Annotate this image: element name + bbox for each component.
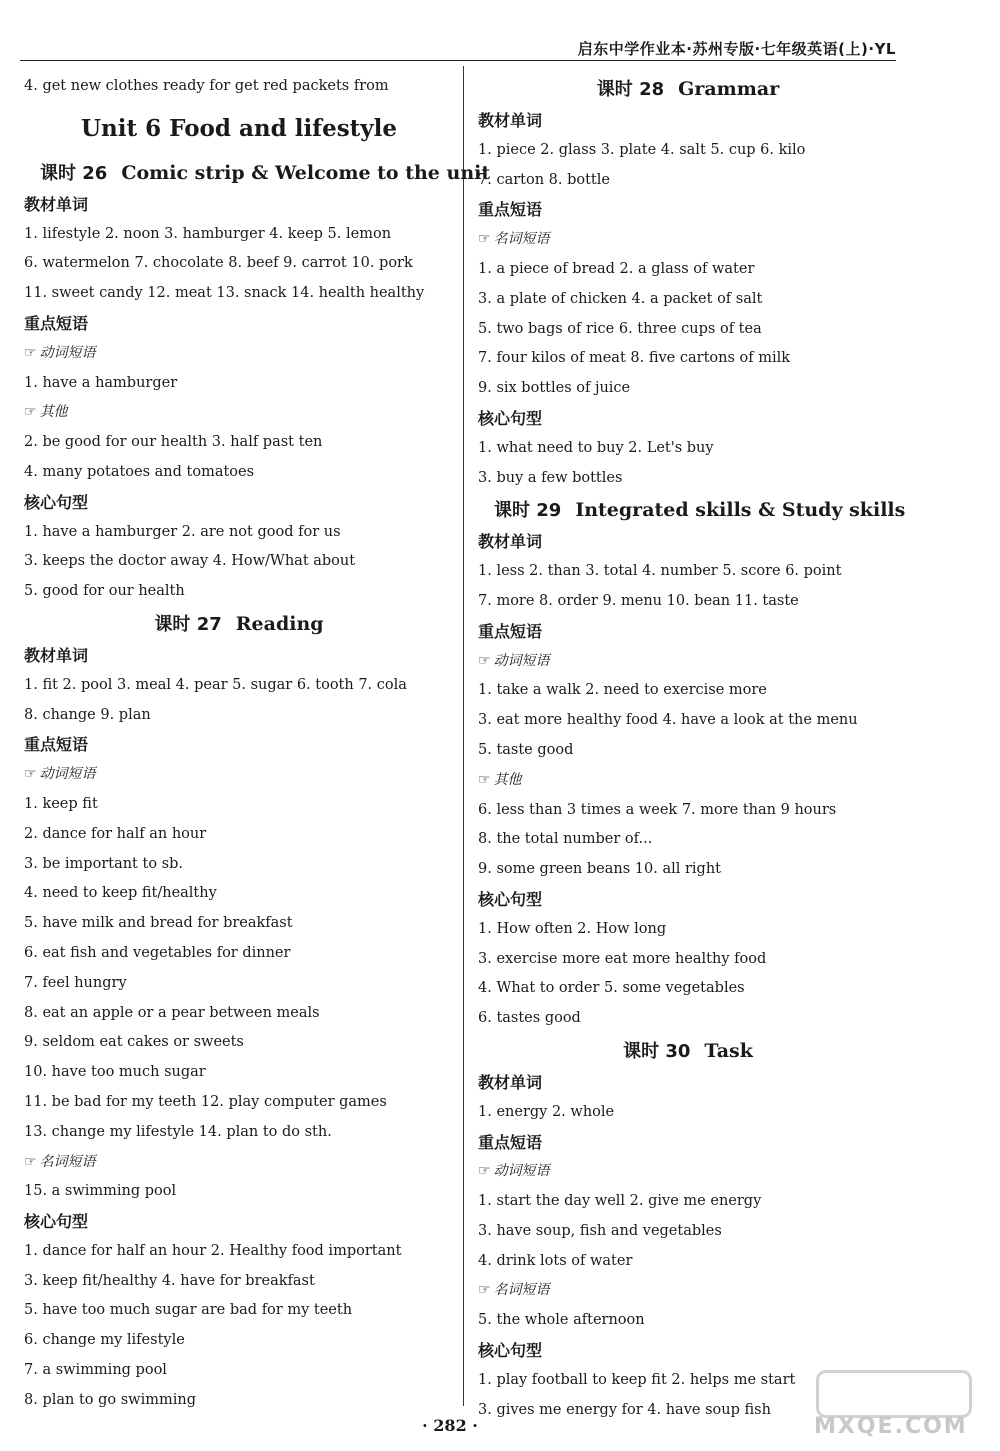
watermark-frame <box>816 1370 972 1418</box>
section-heading: 重点短语 <box>478 621 543 641</box>
section-heading: 重点短语 <box>478 1132 543 1152</box>
list-item: 1. start the day well 2. give me energy <box>478 1193 762 1210</box>
phrase-list <box>24 428 454 488</box>
list-item: 1. have a hamburger <box>24 374 178 391</box>
watermark-logo <box>802 1370 978 1446</box>
phrase-list <box>478 1187 898 1276</box>
word-list <box>478 1098 898 1128</box>
section-heading: 核心句型 <box>24 492 89 512</box>
word-list <box>24 220 454 309</box>
section-heading: 重点短语 <box>478 200 543 220</box>
section-heading: 核心句型 <box>478 408 543 428</box>
sentence-list <box>24 518 454 607</box>
list-item: 2. be good for our health 3. half past ten <box>24 434 323 451</box>
list-item: 5. good for our health <box>24 583 185 600</box>
list-item: 9. seldom eat cakes or sweets <box>24 1034 244 1051</box>
list-item: 6. tastes good <box>478 1010 581 1027</box>
subsection-heading: ☞ 名词短语 <box>478 1282 550 1299</box>
lesson-number: 课时 26 <box>40 162 108 184</box>
pointing-hand-icon: ☞ <box>24 1153 37 1170</box>
phrase-list <box>478 676 898 765</box>
subsection-heading: ☞ 动词短语 <box>478 652 550 669</box>
sentence-list <box>24 1237 454 1416</box>
pointing-hand-icon: ☞ <box>24 344 37 361</box>
right-column <box>478 72 906 1425</box>
list-item: 8. the total number of... <box>478 831 653 848</box>
lesson-title: Task <box>704 1039 753 1062</box>
list-item: 6. eat fish and vegetables for dinner <box>24 944 291 961</box>
watermark-text: MXQE.COM <box>814 1414 968 1439</box>
phrase-list <box>478 1306 898 1336</box>
subsection-heading: ☞ 名词短语 <box>24 1153 96 1170</box>
column-divider <box>463 66 464 1406</box>
word-list <box>24 671 454 731</box>
pointing-hand-icon: ☞ <box>478 1163 491 1180</box>
list-item: 13. change my lifestyle 14. plan to do sth. <box>24 1123 332 1140</box>
section-heading: 核心句型 <box>478 1341 543 1361</box>
pointing-hand-icon: ☞ <box>478 231 491 248</box>
word-list <box>478 557 898 617</box>
section-heading: 教材单词 <box>478 111 543 130</box>
phrase-list <box>24 1177 454 1207</box>
pointing-hand-icon: ☞ <box>478 652 491 669</box>
list-item: 1. less 2. than 3. total 4. number 5. score 6. point <box>478 563 842 580</box>
subsection-heading: ☞ 动词短语 <box>24 766 96 783</box>
list-item: 4. need to keep fit/healthy <box>24 885 217 902</box>
phrase-list <box>478 796 898 885</box>
header-rule <box>20 60 896 61</box>
pointing-hand-icon: ☞ <box>24 404 37 421</box>
unit-title: Unit 6 Food and lifestyle <box>80 114 398 142</box>
list-item: 5. taste good <box>478 741 574 758</box>
list-item: 3. keep fit/healthy 4. have for breakfast <box>24 1272 315 1289</box>
subsection-heading: ☞ 动词短语 <box>24 344 96 361</box>
list-item: 3. a plate of chicken 4. a packet of salt <box>478 290 763 307</box>
list-item: 3. exercise more eat more healthy food <box>478 950 767 967</box>
pointing-hand-icon: ☞ <box>478 1282 491 1299</box>
subsection-heading: ☞ 其他 <box>24 404 68 421</box>
answer-line: 4. get new clothes ready for get red packets from <box>24 78 389 94</box>
subsection-heading: ☞ 其他 <box>478 771 522 788</box>
list-item: 2. dance for half an hour <box>24 825 207 842</box>
list-item: 11. sweet candy 12. meat 13. snack 14. health healthy <box>24 285 425 302</box>
list-item: 11. be bad for my teeth 12. play computer games <box>24 1093 387 1110</box>
section-heading: 重点短语 <box>24 313 89 333</box>
section-heading: 教材单词 <box>478 532 543 552</box>
list-item: 7. feel hungry <box>24 974 127 991</box>
sentence-list <box>478 434 898 494</box>
lesson-number: 课时 27 <box>154 613 222 635</box>
list-item: 5. have milk and bread for breakfast <box>24 915 293 932</box>
left-column <box>24 72 491 1416</box>
section-heading: 教材单词 <box>24 194 89 214</box>
running-header: 启东中学作业本·苏州专版·七年级英语(上)·YL <box>577 40 896 58</box>
lesson-title: Grammar <box>678 78 780 100</box>
sentence-list <box>478 915 898 1034</box>
list-item: 1. lifestyle 2. noon 3. hamburger 4. keep 5. lemon <box>24 225 392 242</box>
section-heading: 核心句型 <box>24 1212 89 1232</box>
list-item: 7. a swimming pool <box>24 1362 167 1379</box>
list-item: 7. more 8. order 9. menu 10. bean 11. taste <box>478 592 799 609</box>
lesson-title: Integrated skills & Study skills <box>575 499 906 522</box>
section-heading: 教材单词 <box>24 645 89 665</box>
lesson-heading <box>24 156 491 190</box>
list-item: 4. drink lots of water <box>478 1252 633 1269</box>
list-item: 3. have soup, fish and vegetables <box>478 1222 722 1239</box>
list-item: 5. two bags of rice 6. three cups of tea <box>478 320 762 337</box>
section-heading: 重点短语 <box>24 735 89 755</box>
list-item: 8. change 9. plan <box>24 706 151 723</box>
page-number: · 282 · <box>422 1416 478 1435</box>
pointing-hand-icon: ☞ <box>478 771 491 788</box>
list-item: 8. eat an apple or a pear between meals <box>24 1004 320 1021</box>
list-item: 1. play football to keep fit 2. helps me start <box>478 1371 796 1388</box>
lesson-heading <box>478 493 906 527</box>
section-heading: 教材单词 <box>478 1072 543 1092</box>
lesson-number: 课时 29 <box>494 500 562 522</box>
subsection-heading: ☞ 动词短语 <box>478 1163 550 1180</box>
list-item: 6. less than 3 times a week 7. more than 9 hours <box>478 801 837 818</box>
list-item: 1. How often 2. How long <box>478 920 667 937</box>
pointing-hand-icon: ☞ <box>24 766 37 783</box>
list-item: 1. energy 2. whole <box>478 1103 615 1120</box>
phrase-list <box>24 790 454 1148</box>
lesson-heading <box>478 72 898 106</box>
list-item: 1. dance for half an hour 2. Healthy food important <box>24 1242 402 1259</box>
lesson-number: 课时 28 <box>596 79 665 100</box>
list-item: 3. keeps the doctor away 4. How/What about <box>24 553 356 570</box>
list-item: 7. carton 8. bottle <box>478 171 610 188</box>
list-item: 15. a swimming pool <box>24 1183 177 1200</box>
list-item: 3. buy a few bottles <box>478 469 623 486</box>
list-item: 1. what need to buy 2. Let's buy <box>478 439 714 456</box>
list-item: 9. some green beans 10. all right <box>478 861 721 878</box>
lesson-heading <box>478 1034 898 1068</box>
list-item: 1. have a hamburger 2. are not good for us <box>24 523 341 540</box>
list-item: 3. eat more healthy food 4. have a look at the menu <box>478 712 858 729</box>
lesson-number: 课时 30 <box>623 1040 691 1062</box>
phrase-list <box>478 255 898 404</box>
list-item: 1. fit 2. pool 3. meal 4. pear 5. sugar 6. tooth 7. cola <box>24 676 407 693</box>
list-item: 5. the whole afternoon <box>478 1312 645 1329</box>
list-item: 7. four kilos of meat 8. five cartons of milk <box>478 350 791 367</box>
list-item: 8. plan to go swimming <box>24 1391 196 1408</box>
subsection-heading: ☞ 名词短语 <box>478 231 550 248</box>
word-list <box>478 136 898 196</box>
list-item: 6. change my lifestyle <box>24 1332 185 1349</box>
list-item: 3. be important to sb. <box>24 855 183 872</box>
list-item: 4. many potatoes and tomatoes <box>24 463 255 480</box>
lesson-heading <box>24 607 454 641</box>
list-item: 5. have too much sugar are bad for my teeth <box>24 1302 353 1319</box>
list-item: 3. gives me energy for 4. have soup fish <box>478 1401 771 1418</box>
list-item: 4. What to order 5. some vegetables <box>478 980 745 997</box>
lesson-title: Comic strip & Welcome to the unit <box>121 161 491 184</box>
list-item: 1. keep fit <box>24 795 98 812</box>
list-item: 1. a piece of bread 2. a glass of water <box>478 260 755 277</box>
section-heading: 核心句型 <box>478 889 543 909</box>
list-item: 1. take a walk 2. need to exercise more <box>478 682 767 699</box>
lesson-title: Reading <box>235 612 324 635</box>
list-item: 10. have too much sugar <box>24 1064 206 1081</box>
list-item: 9. six bottles of juice <box>478 380 631 397</box>
phrase-list <box>24 369 454 399</box>
list-item: 6. watermelon 7. chocolate 8. beef 9. carrot 10. pork <box>24 255 413 272</box>
list-item: 1. piece 2. glass 3. plate 4. salt 5. cup 6. kilo <box>478 141 806 158</box>
